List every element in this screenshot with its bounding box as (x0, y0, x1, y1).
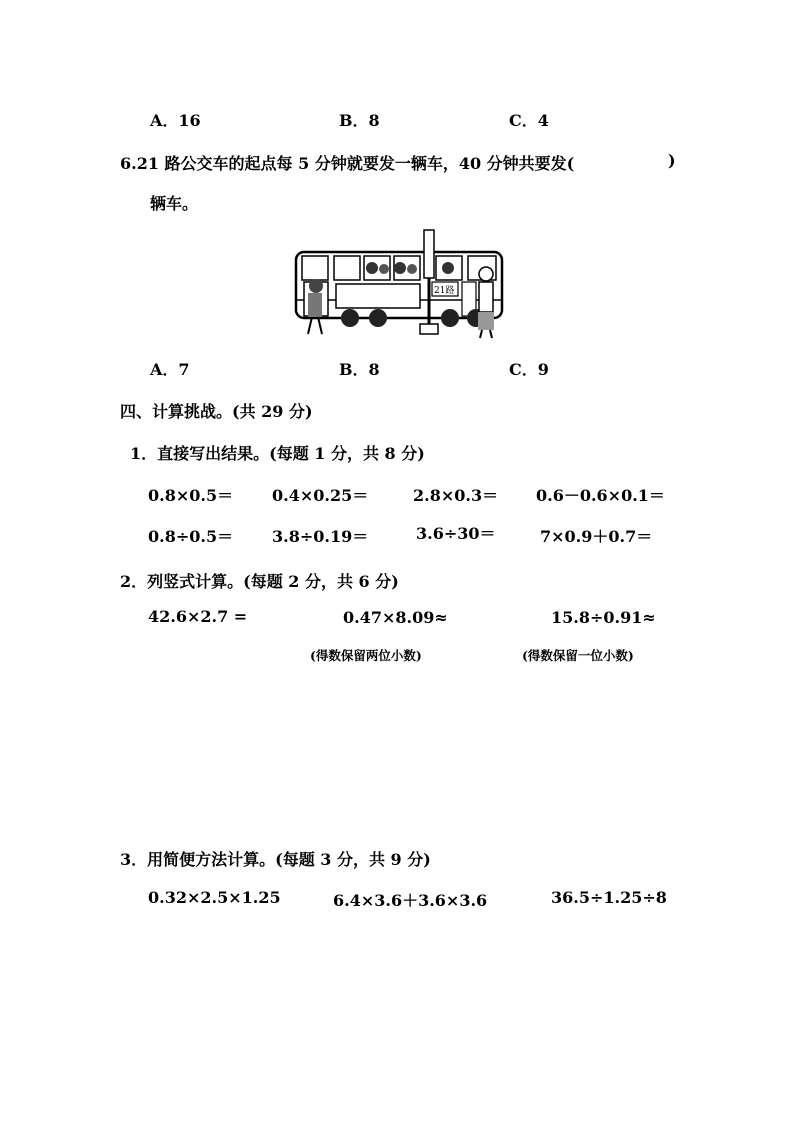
part3-expr-1: 0.32×2.5×1.25 (148, 888, 281, 907)
section4-title: 四、计算挑战。(共 29 分) (120, 402, 313, 421)
part1-title: 1．直接写出结果。(每题 1 分，共 8 分) (130, 444, 425, 463)
q5-option-a: A．16 (150, 111, 201, 130)
part2-expr-3: 15.8÷0.91≈ (551, 608, 656, 627)
part2-expr-2: 0.47×8.09≈ (343, 608, 448, 627)
q6-answer-paren-close: ) (668, 151, 676, 170)
q6-question-line2: 辆车。 (150, 194, 199, 213)
part2-note-1: (得数保留两位小数) (310, 648, 422, 663)
q6-question-line1: 6.21 路公交车的起点每 5 分钟就要发一辆车，40 分钟共要发( (120, 154, 575, 173)
part3-expr-2: 6.4×3.6＋3.6×3.6 (333, 891, 488, 910)
part3-title: 3．用简便方法计算。(每题 3 分，共 9 分) (120, 850, 431, 869)
q6-option-c: C．9 (509, 360, 549, 379)
q5-option-c: C．4 (509, 111, 549, 130)
part1-expr-3: 2.8×0.3＝ (413, 486, 499, 505)
part1-expr-2: 0.4×0.25＝ (272, 486, 369, 505)
bus-route-sign: 21路 (434, 286, 455, 296)
part1-expr-1: 0.8×0.5＝ (148, 486, 234, 505)
bus-icon (290, 226, 506, 344)
part1-expr-7: 3.6÷30＝ (416, 524, 496, 543)
q5-option-b: B．8 (339, 111, 380, 130)
part1-expr-4: 0.6－0.6×0.1＝ (536, 486, 665, 505)
part1-expr-5: 0.8÷0.5＝ (148, 527, 234, 546)
part3-expr-3: 36.5÷1.25÷8 (551, 888, 667, 907)
q6-option-a: A．7 (150, 360, 190, 379)
bus-illustration (290, 226, 506, 344)
part2-title: 2．列竖式计算。(每题 2 分，共 6 分) (120, 572, 399, 591)
part1-expr-8: 7×0.9＋0.7＝ (540, 527, 653, 546)
part2-note-2: (得数保留一位小数) (522, 648, 634, 663)
part2-expr-1: 42.6×2.7 = (148, 607, 248, 626)
q6-option-b: B．8 (339, 360, 380, 379)
part1-expr-6: 3.8÷0.19＝ (272, 527, 369, 546)
